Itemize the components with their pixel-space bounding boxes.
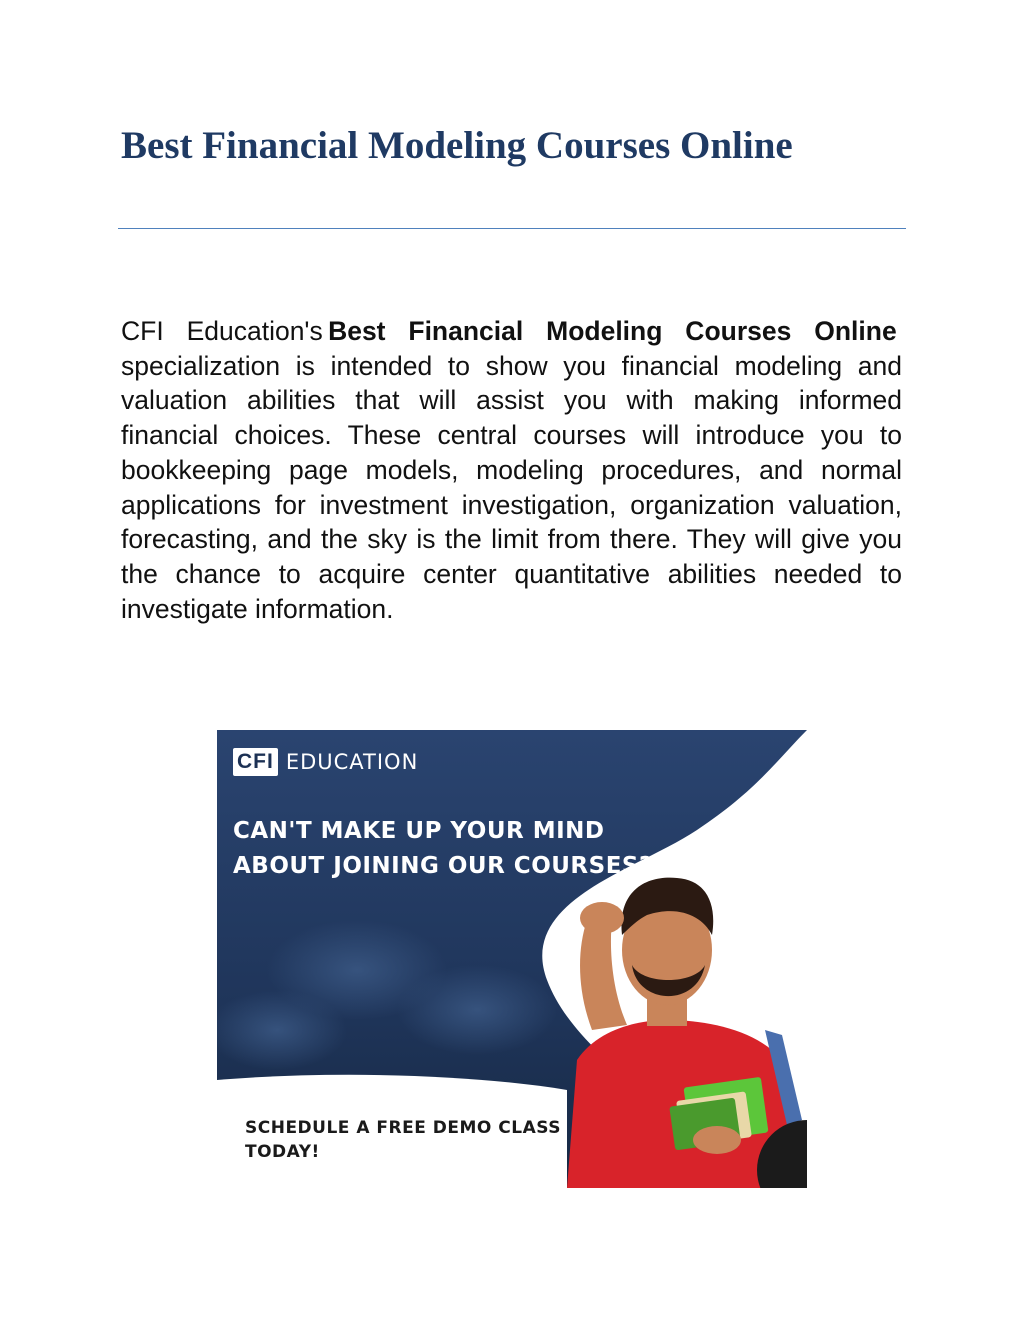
intro-bold-phrase: Best Financial Modeling Courses Online bbox=[328, 316, 897, 346]
cfi-education-logo bbox=[233, 748, 418, 776]
intro-body: specialization is intended to show you financial modeling and valuation abilities that will assist you with making informed financial choices. These central courses will introduce you to bookkeeping page models, modeling procedures, and normal applications for investment investigation, organization valuation, forecasting, and the sky is the limit from there. They will give you the chance to acquire center quantitative abilities needed to investigate information. bbox=[121, 350, 902, 624]
person-hand bbox=[580, 902, 624, 934]
banner-call-to-action: SCHEDULE A FREE DEMO CLASS TODAY! bbox=[245, 1118, 561, 1162]
logo-mark: CFI bbox=[233, 748, 278, 776]
intro-paragraph bbox=[121, 314, 902, 626]
page-title: Best Financial Modeling Courses Online bbox=[121, 124, 793, 167]
banner-headline: CAN'T MAKE UP YOUR MIND ABOUT JOINING OUR COURSES? bbox=[233, 818, 653, 879]
intro-lead: CFI Education's bbox=[121, 316, 323, 346]
logo-wordmark: EDUCATION bbox=[285, 750, 419, 774]
title-underline bbox=[118, 228, 906, 229]
blurred-classroom-shape bbox=[397, 965, 557, 1055]
promo-banner-image bbox=[217, 730, 807, 1188]
person-hand-holding-books bbox=[693, 1126, 741, 1154]
